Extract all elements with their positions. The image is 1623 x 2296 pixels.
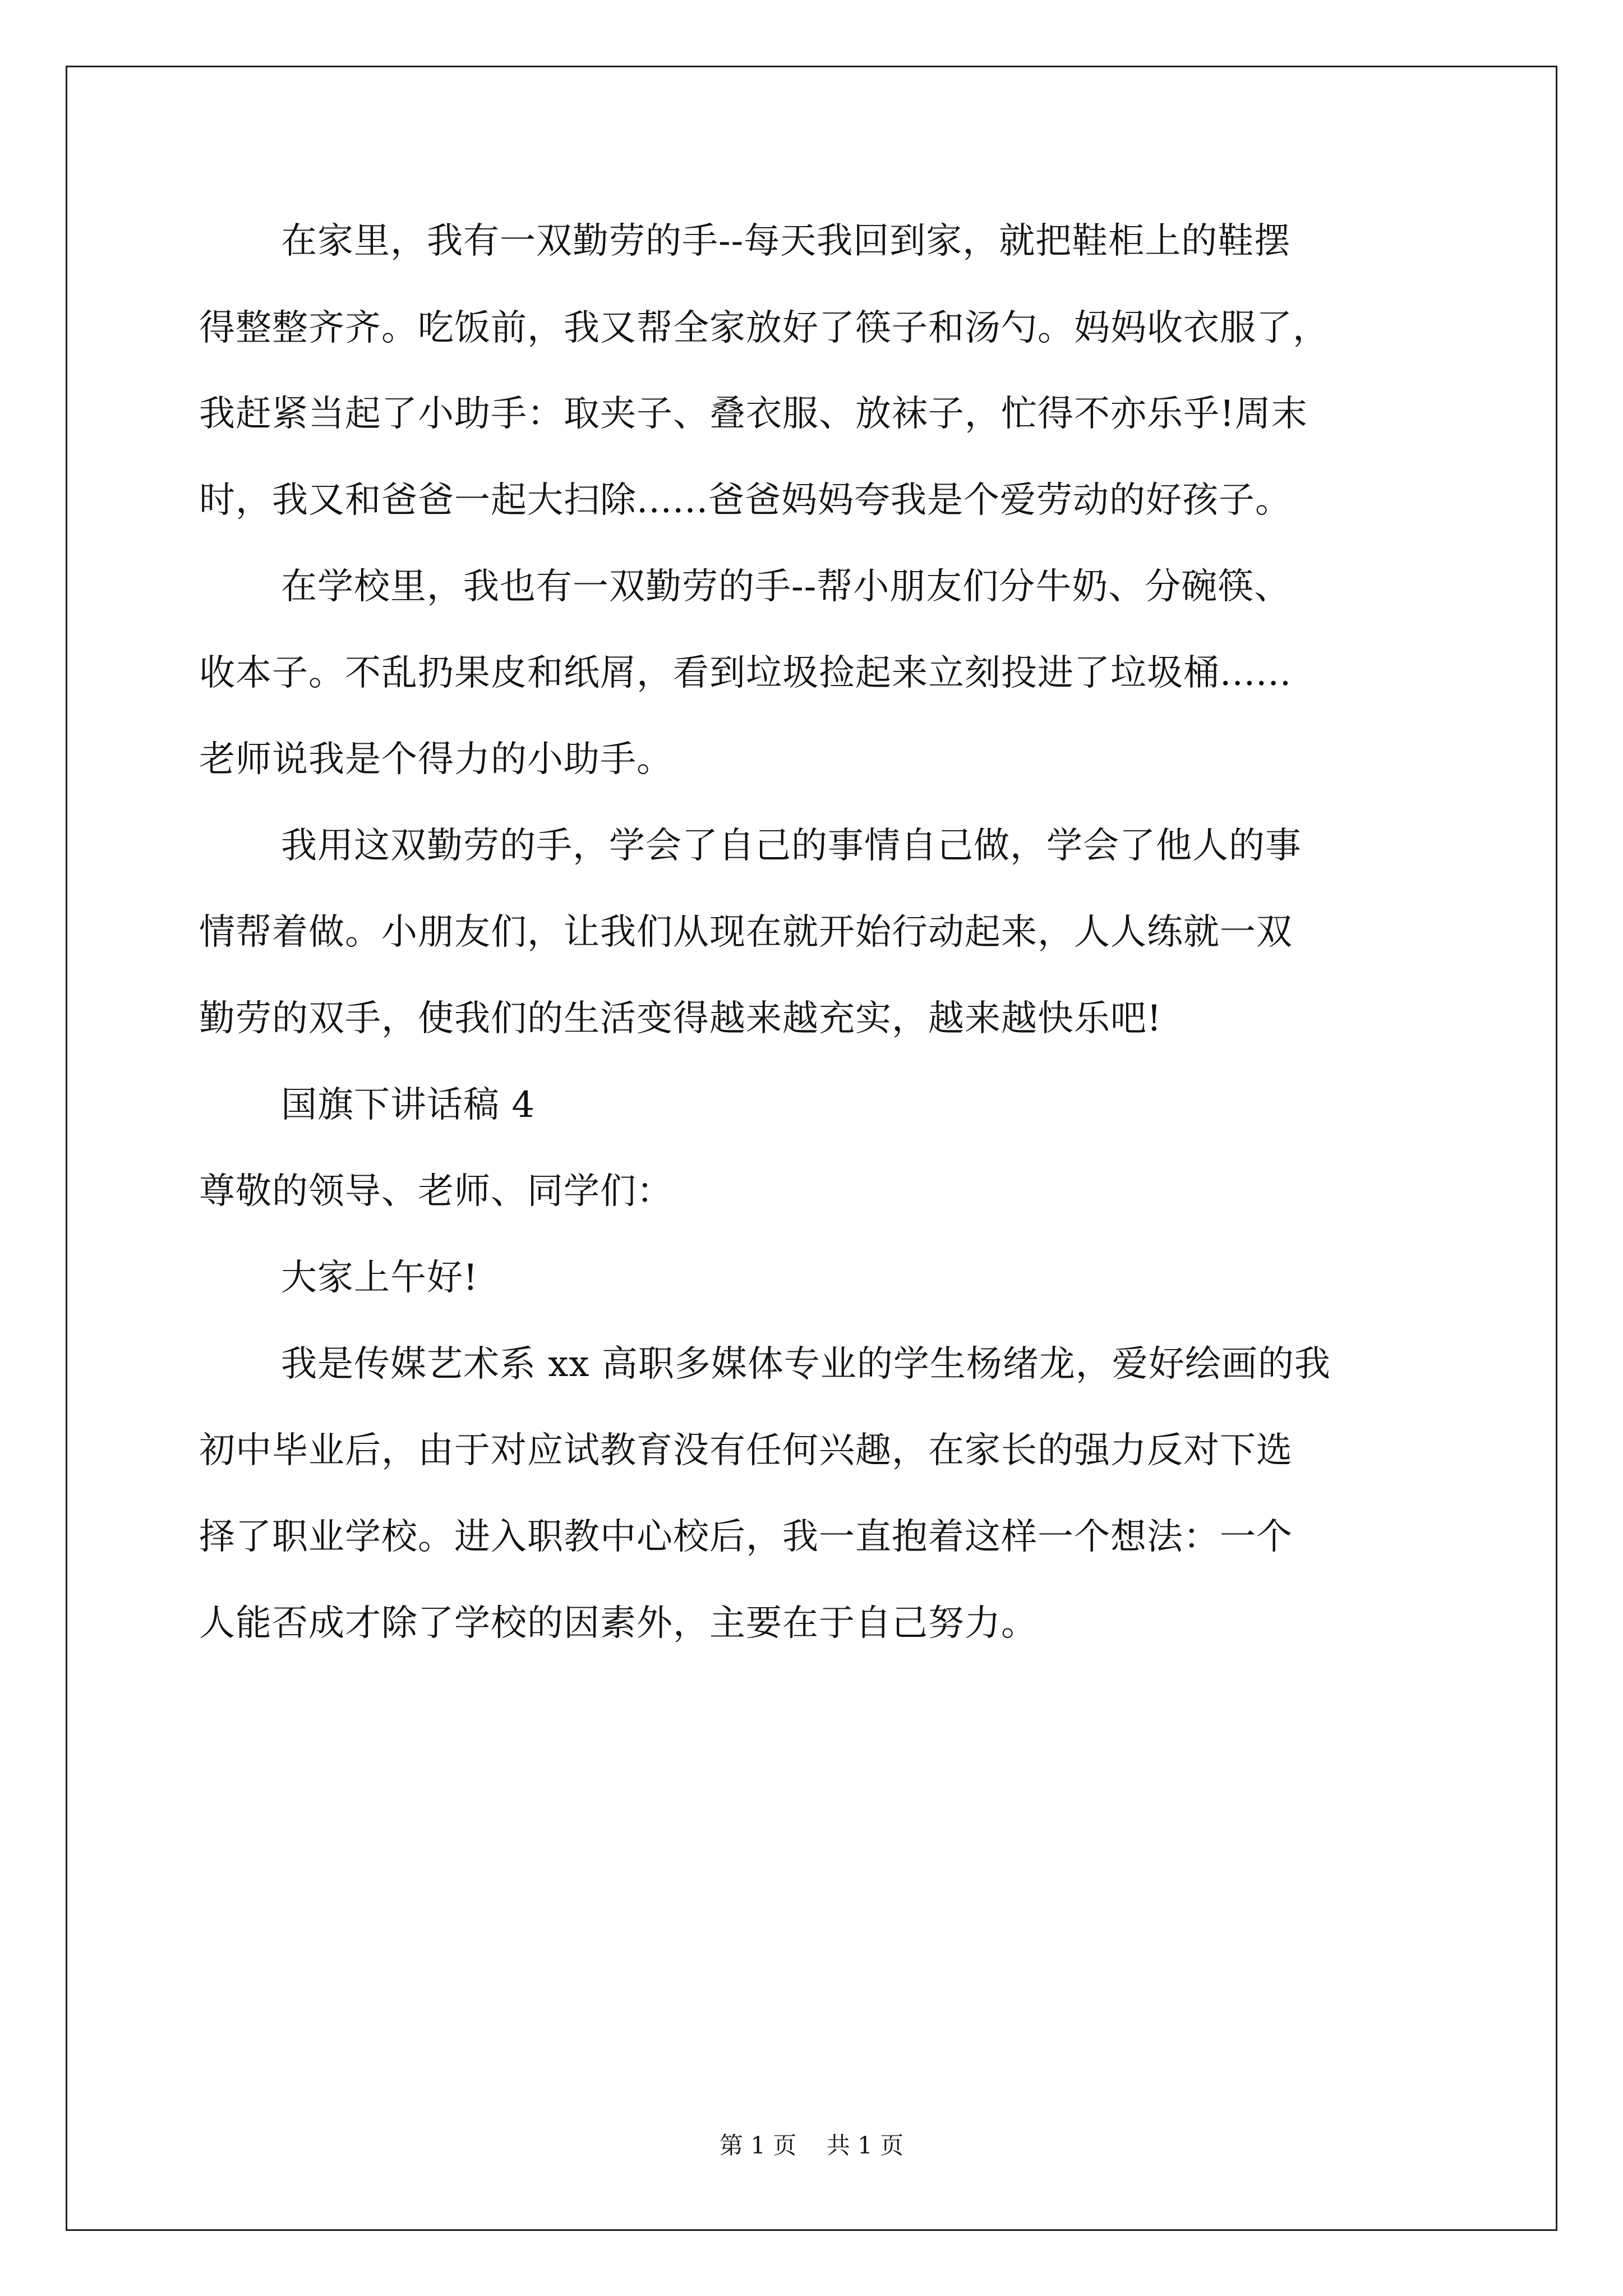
section-heading: 国旗下讲话稿 4 [281, 1084, 536, 1126]
greeting: 大家上午好! [281, 1257, 478, 1299]
text-line: 得整整齐齐。吃饭前，我又帮全家放好了筷子和汤勺。妈妈收衣服了， [199, 307, 1329, 349]
text-line: 收本子。不乱扔果皮和纸屑，看到垃圾捡起来立刻投进了垃圾桶...... [199, 652, 1292, 694]
text-line: 我赶紧当起了小助手：取夹子、叠衣服、放袜子，忙得不亦乐乎!周末 [199, 393, 1308, 435]
text-line: 我用这双勤劳的手，学会了自己的事情自己做，学会了他人的事 [281, 825, 1302, 867]
text-line: 在学校里，我也有一双勤劳的手--帮小朋友们分牛奶、分碗筷、 [281, 566, 1291, 608]
text-line: 人能否成才除了学校的因素外，主要在于自己努力。 [199, 1603, 1038, 1644]
text-line: 时，我又和爸爸一起大扫除......爸爸妈妈夸我是个爱劳动的好孩子。 [199, 480, 1292, 521]
text-line: 老师说我是个得力的小助手。 [199, 739, 673, 780]
text-line: 在家里，我有一双勤劳的手--每天我回到家，就把鞋柜上的鞋摆 [281, 220, 1291, 262]
page-footer: 第 1 页 共 1 页 [719, 2132, 904, 2159]
salutation: 尊敬的领导、老师、同学们： [199, 1171, 673, 1212]
text-line: 择了职业学校。进入职教中心校后，我一直抱着这样一个想法：一个 [199, 1516, 1293, 1558]
text-line: 情帮着做。小朋友们，让我们从现在就开始行动起来，人人练就一双 [199, 912, 1293, 953]
text-line: 勤劳的双手，使我们的生活变得越来越充实，越来越快乐吧! [199, 998, 1162, 1039]
text-line: 我是传媒艺术系 xx 高职多媒体专业的学生杨绪龙，爱好绘画的我 [281, 1343, 1331, 1385]
text-line: 初中毕业后，由于对应试教育没有任何兴趣，在家长的强力反对下选 [199, 1430, 1293, 1471]
